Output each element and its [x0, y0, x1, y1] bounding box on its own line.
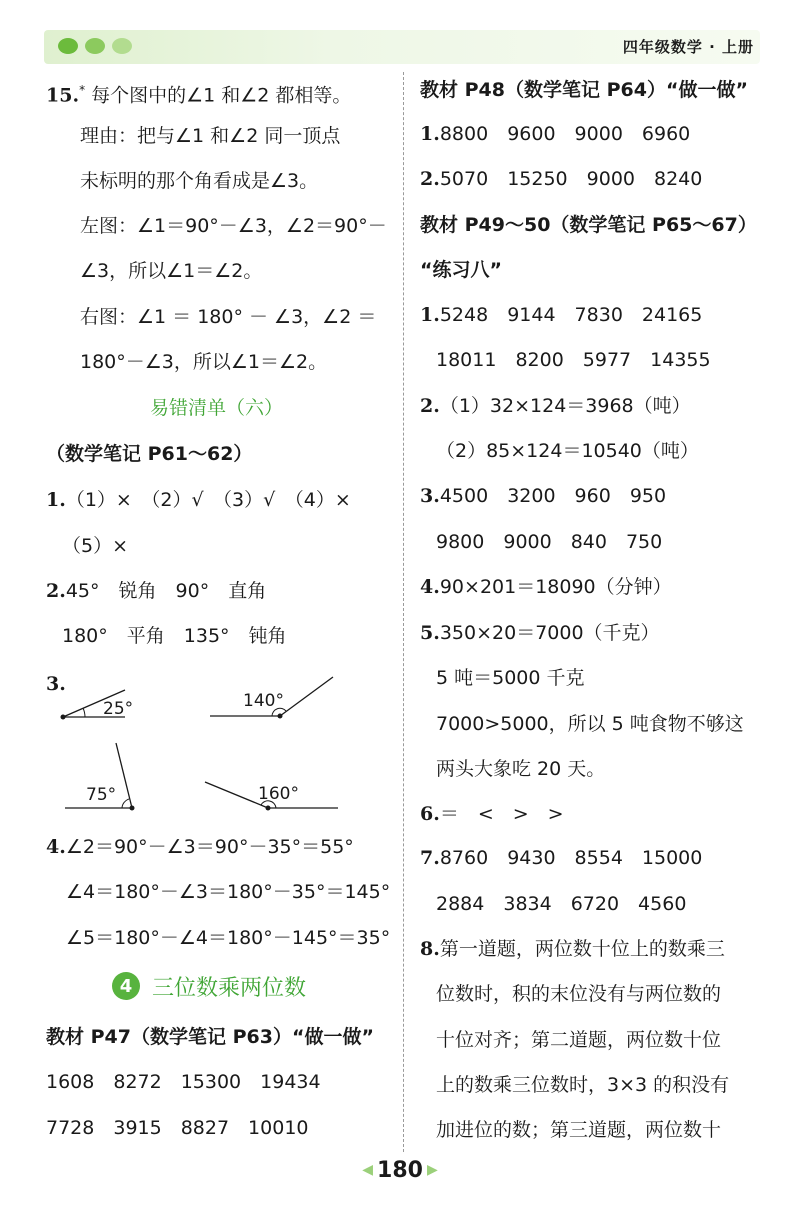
decor-dot-icon	[112, 38, 132, 54]
l-q3-num-text: 3.	[46, 673, 66, 695]
p48-num2: 2.	[420, 168, 440, 190]
mistake-list-ref: （数学笔记 P61～62）	[46, 443, 253, 465]
r-q3-line1	[420, 484, 666, 508]
q15-right1: 右图：∠1 ＝ 180° － ∠3，∠2 ＝	[80, 306, 377, 328]
l-q4-text1: ∠2＝90°－∠3＝90°－35°＝55°	[65, 836, 354, 858]
r-q2-line2: （2）85×124＝10540（吨）	[436, 440, 699, 462]
right-triangle-icon: ▶	[426, 1162, 438, 1178]
p48-num1: 1.	[420, 123, 440, 145]
r-q5-text1: 350×20＝7000（千克）	[439, 622, 660, 644]
l-q1-line2: （5）×	[62, 535, 129, 557]
r-q7-line1	[420, 846, 702, 870]
q15-reason2: 未标明的那个角看成是∠3。	[80, 170, 319, 192]
r-q5-number: 5.	[420, 622, 440, 644]
r-q7-text1: 8760 9430 8554 15000	[439, 847, 703, 869]
p48-line2	[420, 167, 702, 191]
q15-right2: 180°－∠3，所以∠1＝∠2。	[80, 351, 328, 373]
r-q8-line3: 十位对齐；第二道题，两位数十位	[436, 1029, 722, 1051]
r-q7-line2: 2884 3834 6720 4560	[436, 893, 687, 915]
p47-row1: 1608 8272 15300 19434	[46, 1071, 321, 1093]
decor-dot-icon	[58, 38, 78, 54]
r-q2-number: 2.	[420, 395, 440, 417]
section-title: 三位数乘两位数	[152, 975, 307, 1001]
p48-text1: 8800 9600 9000 6960	[439, 123, 691, 145]
angle-figure-140	[205, 672, 345, 727]
r-q8-line5: 加进位的数；第三道题，两位数十	[436, 1119, 722, 1141]
l-q4-line1	[46, 835, 354, 859]
r-q8-line4: 上的数乘三位数时，3×3 的积没有	[436, 1074, 730, 1096]
r-q1-line2: 18011 8200 5977 14355	[436, 349, 711, 371]
r-q1-text1: 5248 9144 7830 24165	[439, 304, 703, 326]
angle-label-25: 25°	[103, 699, 134, 719]
r-q5-line4: 两头大象吃 20 天。	[436, 758, 606, 780]
angle-label-160: 160°	[258, 784, 299, 804]
q15-text: 每个图中的∠1 和∠2 都相等。	[91, 84, 352, 107]
r-q3-text1: 4500 3200 960 950	[439, 485, 667, 507]
decor-dot-icon	[85, 38, 105, 54]
l-q4-line3: ∠5＝180°－∠4＝180°－145°＝35°	[66, 927, 391, 949]
p47-title: 教材 P47（数学笔记 P63）“做一做”	[46, 1026, 374, 1048]
left-triangle-icon: ◀	[362, 1162, 374, 1178]
angle-figure-25	[55, 680, 165, 730]
book-title: 四年级数学 · 上册	[622, 38, 754, 56]
r-q6-line	[420, 802, 564, 826]
column-divider	[403, 72, 404, 1152]
angle-figure-160	[200, 775, 345, 815]
r-q5-line2: 5 吨＝5000 千克	[436, 667, 585, 689]
mistake-list-title: 易错清单（六）	[150, 397, 284, 419]
l-q2-line2: 180° 平角 135° 钝角	[62, 625, 287, 647]
r-q3-line2: 9800 9000 840 750	[436, 531, 663, 553]
r-q4-text: 90×201＝18090（分钟）	[439, 576, 672, 598]
r-q8-line1	[420, 937, 725, 961]
angle-figure-75	[60, 738, 170, 813]
angle-label-140: 140°	[243, 691, 284, 711]
r-q6-text: ＝ < > >	[439, 803, 564, 825]
r-q8-text1: 第一道题，两位数十位上的数乘三	[439, 938, 725, 960]
q15-left2: ∠3，所以∠1＝∠2。	[80, 260, 263, 282]
p48-text2: 5070 15250 9000 8240	[439, 168, 703, 190]
r-q8-number: 8.	[420, 938, 440, 960]
l-q4-line2: ∠4＝180°－∠3＝180°－35°＝145°	[66, 881, 391, 903]
section-number-badge: 4	[112, 972, 140, 1000]
q15-number: 15.	[46, 84, 80, 107]
q15-line	[46, 78, 351, 107]
l-q2-line1	[46, 579, 266, 603]
r-q3-number: 3.	[420, 485, 440, 507]
l-q4-number: 4.	[46, 836, 66, 858]
p49-title1: 教材 P49～50（数学笔记 P65～67）	[420, 214, 757, 236]
l-q1-text1: （1）× （2）√ （3）√ （4）×	[65, 489, 351, 511]
q15-star: *	[79, 83, 86, 97]
r-q1-number: 1.	[420, 304, 440, 326]
p48-title: 教材 P48（数学笔记 P64）“做一做”	[420, 79, 748, 101]
p48-line1	[420, 122, 690, 146]
page-number	[360, 1155, 440, 1185]
r-q2-text1: （1）32×124＝3968（吨）	[439, 395, 691, 417]
r-q4-number: 4.	[420, 576, 440, 598]
section-heading	[112, 970, 306, 1002]
l-q2-number: 2.	[46, 580, 66, 602]
r-q7-number: 7.	[420, 847, 440, 869]
l-q1-number: 1.	[46, 489, 66, 511]
p47-row2: 7728 3915 8827 10010	[46, 1117, 309, 1139]
r-q1-line1	[420, 303, 702, 327]
r-q6-number: 6.	[420, 803, 440, 825]
p49-title2: “练习八”	[420, 259, 502, 281]
l-q1-line1	[46, 488, 351, 512]
angle-label-75: 75°	[86, 785, 117, 805]
r-q5-line1	[420, 621, 660, 645]
r-q4-line	[420, 575, 672, 599]
r-q8-line2: 位数时，积的末位没有与两位数的	[436, 983, 722, 1005]
r-q5-line3: 7000>5000，所以 5 吨食物不够这	[436, 713, 744, 735]
q15-reason1: 理由：把与∠1 和∠2 同一顶点	[80, 125, 341, 147]
q15-left1: 左图：∠1＝90°－∠3，∠2＝90°－	[80, 215, 387, 237]
page-number-text: 180	[377, 1157, 423, 1183]
l-q2-text1: 45° 锐角 90° 直角	[65, 580, 267, 602]
r-q2-line1	[420, 394, 691, 418]
